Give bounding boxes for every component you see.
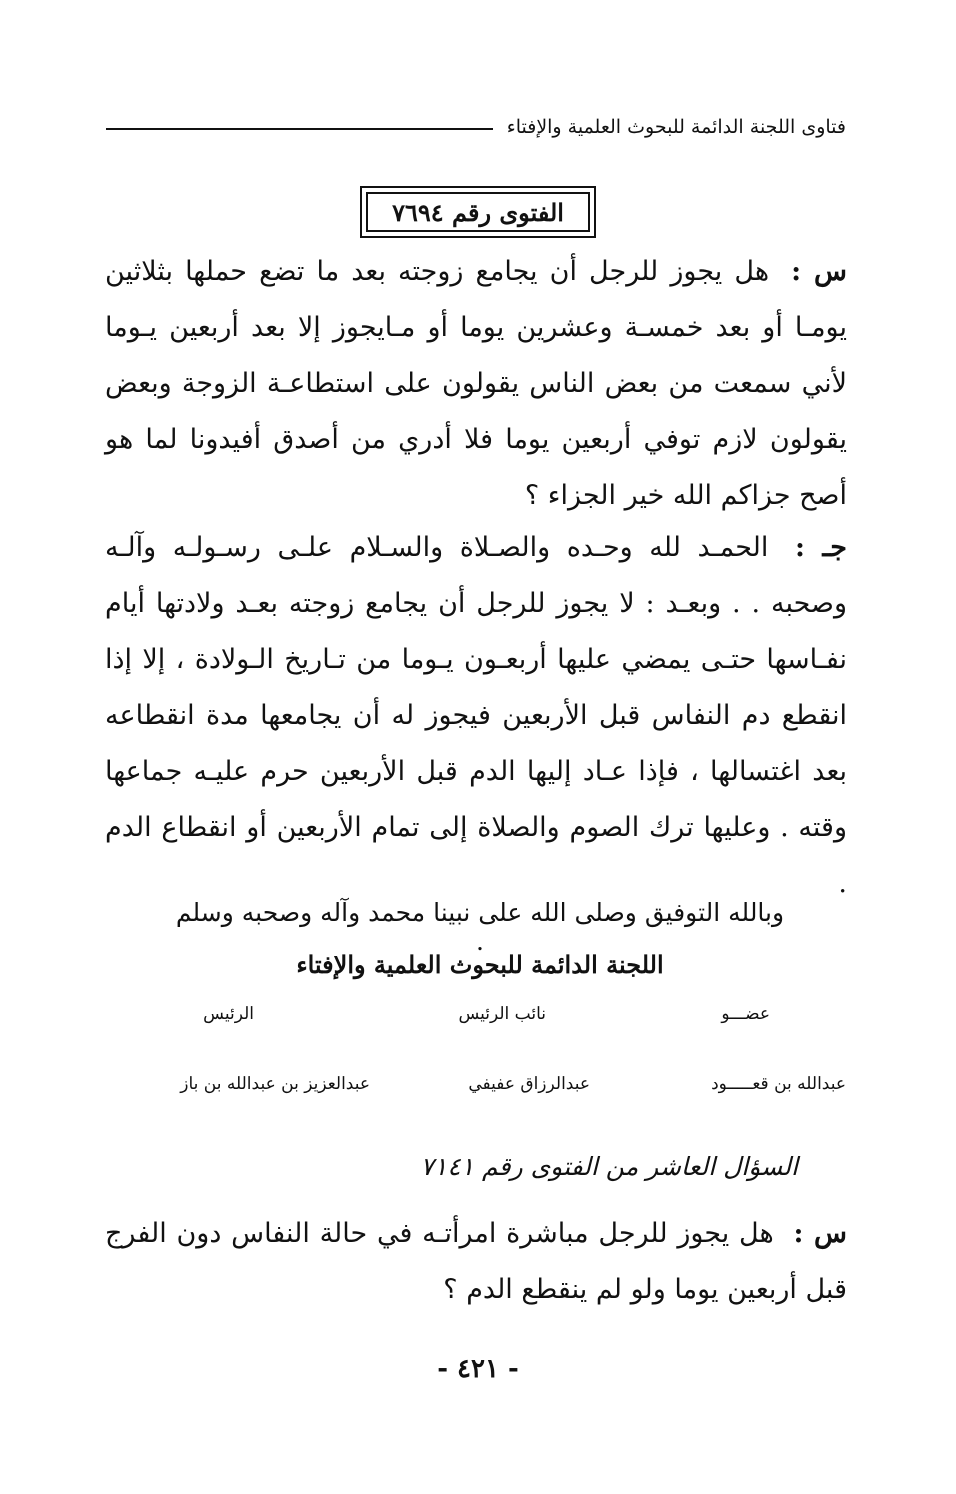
vice-president-role: نائب الرئيس (458, 1004, 546, 1024)
member-name: عبدالله بن قعـــــود (711, 1074, 846, 1094)
question-1-text: هل يجوز للرجل أن يجامع زوجته بعد ما تضع حملها بثلاثين يومـا أو بعد خمسـة وعشرين يوما أو مـايجوز إلا بعد أربعين يـوما لأني سمعت من بعض الناس يقولون على استطاعـة الزوجة وبعض يقولون لازم توفي أربعين يوما فلا أدري من أصدق أفيدونا لما هو أصح جزاكم الله خير الجزاء ؟ (105, 256, 847, 511)
committee-name: اللجنة الدائمة للبحوث العلمية والإفتاء (296, 950, 664, 979)
question-2 (105, 1206, 847, 1318)
page-number: - ٤٢١ - (437, 1354, 519, 1384)
fatwa-number-label: الفتوى رقم ٧٦٩٤ (366, 192, 590, 232)
member-role: عضـــو (721, 1004, 770, 1024)
question-1 (105, 244, 847, 524)
president-role: الرئيس (203, 1004, 254, 1024)
question-1-label: س : (791, 256, 847, 287)
fatwa-number-box (360, 186, 596, 238)
header-rule (106, 128, 493, 130)
closing-line: وبالله التوفيق وصلى الله على نبينا محمد وآله وصحبه وسلم . (175, 898, 785, 956)
answer-1-text: الحمـد لله وحـده والصـلاة والسـلام علـى رسـولـه وآلـه وصحبه . . وبعـد : لا يجوز للرجل أن يجامع زوجته بعـد ولادتها أيام نفـاسها حتـى يمضي عليها أربعـون يـوما من تـاريخ الـولادة ، إلا إذا انقطع دم النفاس قبل الأربعين فيجوز له أن يجامعها مدة انقطاعه بعد اغتسالها ، فإذا عـاد إليها الدم قبل الأربعين حرم عليـه جماعها وقته . وعليها ترك الصوم والصلاة إلى تمام الأربعين أو انقطاع الدم . (105, 532, 847, 899)
running-header (106, 112, 846, 142)
question-2-label: س : (793, 1218, 847, 1249)
section-subheading: السؤال العاشر من الفتوى رقم ٧١٤١ (420, 1152, 798, 1181)
question-2-text: هل يجوز للرجل مباشرة امرأتـه في حالة النفاس دون الفرج قبل أربعين يوما ولو لم ينقطع الدم ؟ (105, 1218, 847, 1305)
answer-1 (105, 520, 847, 912)
running-title: فتاوى اللجنة الدائمة للبحوث العلمية والإفتاء (506, 116, 846, 138)
answer-1-label: جـ : (795, 532, 847, 563)
vice-president-name: عبدالرزاق عفيفي (468, 1074, 590, 1094)
president-name: عبدالعزيز بن عبدالله بن باز (180, 1074, 370, 1094)
